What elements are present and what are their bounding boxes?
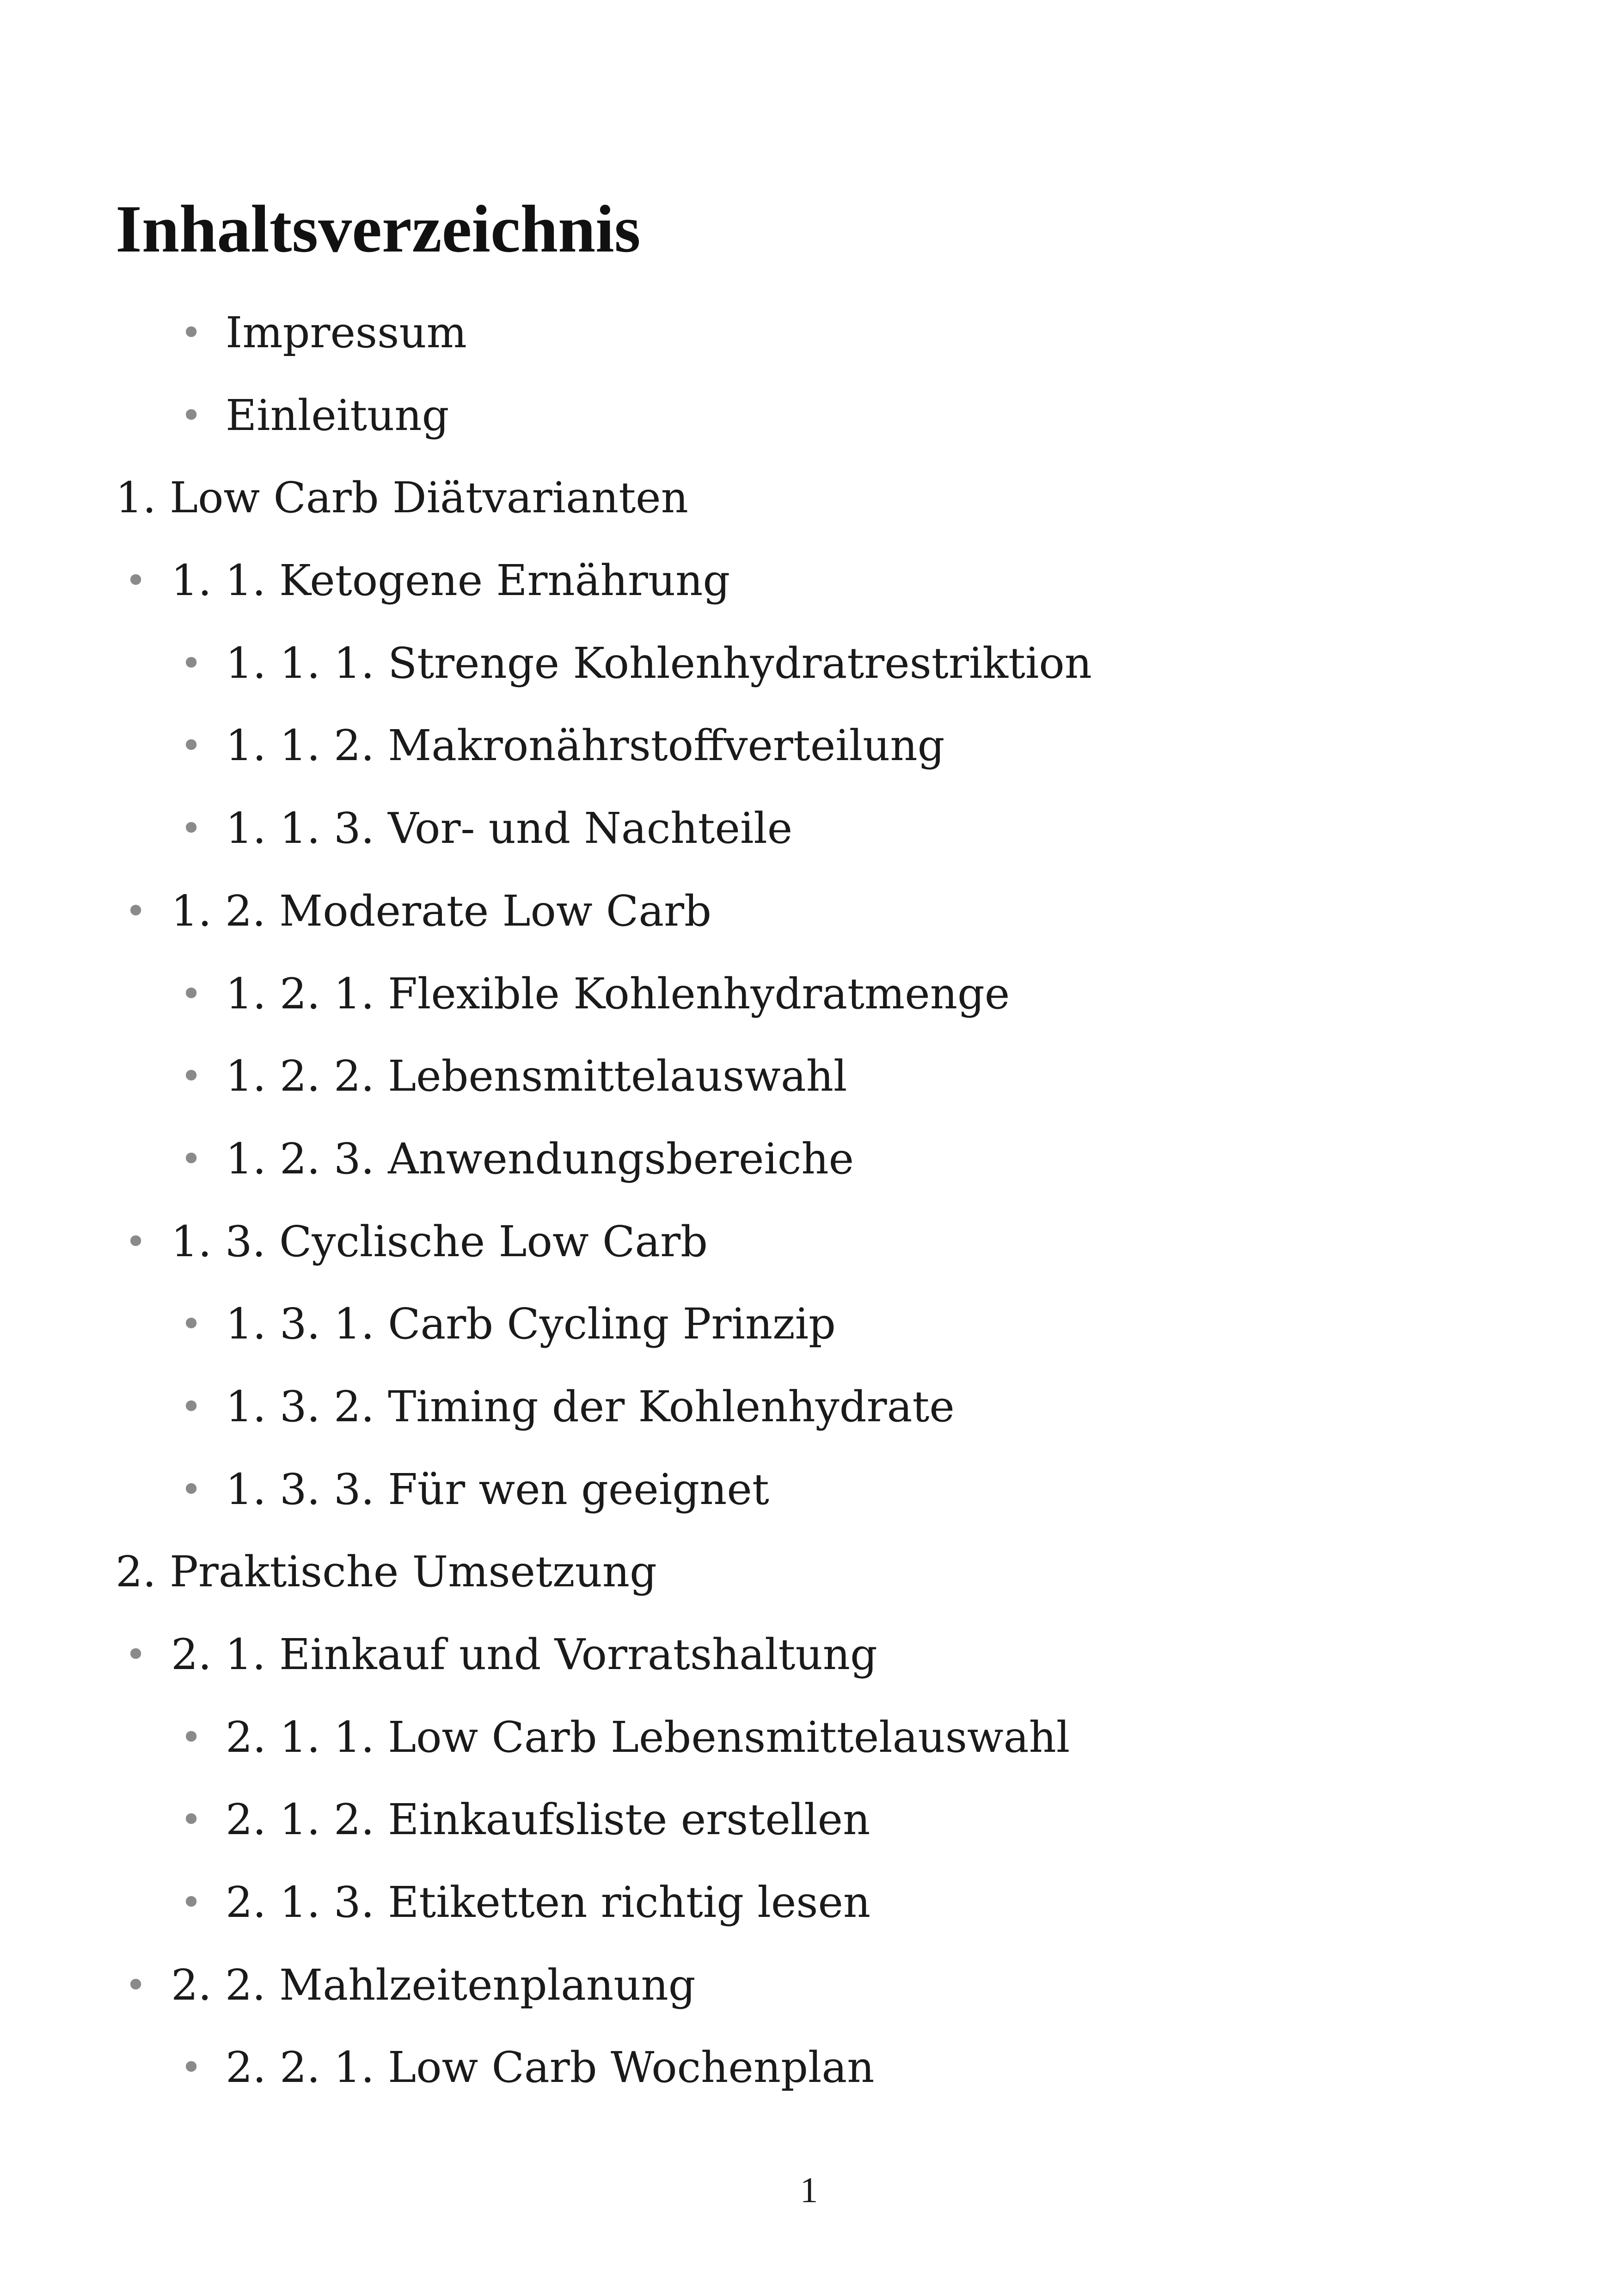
bullet-icon: • [125,1633,147,1676]
toc-subsection[interactable] [0,2031,1618,2113]
toc-section-label: 2. 2. Mahlzeitenplanung [171,1960,696,2010]
toc-chapter-label: 1. Low Carb Diätvarianten [116,473,688,523]
toc-subsection-label: 2. 1. 2. Einkaufsliste erstellen [226,1795,870,1845]
toc-subsection[interactable] [0,626,1618,709]
toc-chapter-label: 2. Praktische Umsetzung [116,1547,657,1597]
toc-section[interactable] [0,1948,1618,2031]
bullet-icon: • [180,1385,202,1428]
bullet-icon: • [125,559,147,602]
page-number: 1 [800,2170,818,2210]
bullet-icon: • [180,972,202,1015]
toc-section[interactable] [0,874,1618,957]
bullet-icon: • [180,1467,202,1511]
toc-subsection-label: 1. 2. 2. Lebensmittelauswahl [226,1051,847,1101]
toc-entry[interactable] [0,379,1618,461]
bullet-icon: • [180,311,202,354]
bullet-icon: • [180,1881,202,1924]
bullet-icon: • [125,1963,147,2007]
bullet-icon: • [180,393,202,437]
toc-section[interactable] [0,1205,1618,1288]
toc-subsection-label: 1. 2. 3. Anwendungsbereiche [226,1134,854,1184]
toc-subsection[interactable] [0,1866,1618,1948]
toc-section-label: 1. 3. Cyclische Low Carb [171,1216,708,1266]
toc-entry-label: Impressum [226,308,467,357]
toc-subsection[interactable] [0,1783,1618,1866]
toc-subsection[interactable] [0,1287,1618,1370]
page-title: Inhaltsverzeichnis [116,191,641,266]
toc-subsection-label: 1. 1. 3. Vor- und Nachteile [226,804,793,853]
toc-entry-label: Einleitung [226,390,449,440]
toc-subsection[interactable] [0,1370,1618,1453]
toc-subsection[interactable] [0,1039,1618,1122]
toc-section-label: 2. 1. Einkauf und Vorratshaltung [171,1630,877,1679]
toc-subsection-label: 1. 3. 1. Carb Cycling Prinzip [226,1299,836,1349]
toc-subsection-label: 1. 2. 1. Flexible Kohlenhydratmenge [226,969,1010,1019]
toc-subsection[interactable] [0,1122,1618,1205]
toc-subsection[interactable] [0,709,1618,792]
bullet-icon: • [180,807,202,850]
toc-subsection-label: 1. 1. 2. Makronährstoffverteilung [226,721,945,771]
toc-chapter-heading[interactable] [0,461,1618,544]
bullet-icon: • [180,641,202,685]
bullet-icon: • [180,2046,202,2089]
table-of-contents [0,296,1618,2113]
toc-chapter-heading[interactable] [0,1535,1618,1618]
bullet-icon: • [125,1220,147,1263]
toc-section[interactable] [0,1618,1618,1701]
toc-subsection-label: 2. 2. 1. Low Carb Wochenplan [226,2043,875,2093]
toc-subsection[interactable] [0,957,1618,1040]
bullet-icon: • [180,1302,202,1346]
toc-subsection[interactable] [0,792,1618,874]
bullet-icon: • [180,724,202,767]
bullet-icon: • [180,1055,202,1098]
toc-subsection[interactable] [0,1453,1618,1535]
toc-subsection-label: 1. 3. 3. Für wen geeignet [226,1464,769,1514]
bullet-icon: • [180,1715,202,1759]
toc-subsection-label: 1. 3. 2. Timing der Kohlenhydrate [226,1381,955,1431]
toc-entry[interactable] [0,296,1618,379]
toc-subsection-label: 1. 1. 1. Strenge Kohlenhydratrestriktion [226,638,1092,688]
toc-section[interactable] [0,544,1618,626]
bullet-icon: • [180,1137,202,1180]
bullet-icon: • [180,1798,202,1842]
toc-subsection[interactable] [0,1701,1618,1783]
toc-subsection-label: 2. 1. 1. Low Carb Lebensmittelauswahl [226,1712,1070,1762]
bullet-icon: • [125,889,147,933]
toc-subsection-label: 2. 1. 3. Etiketten richtig lesen [226,1878,871,1928]
toc-section-label: 1. 2. Moderate Low Carb [171,886,712,936]
toc-section-label: 1. 1. Ketogene Ernährung [171,556,730,606]
